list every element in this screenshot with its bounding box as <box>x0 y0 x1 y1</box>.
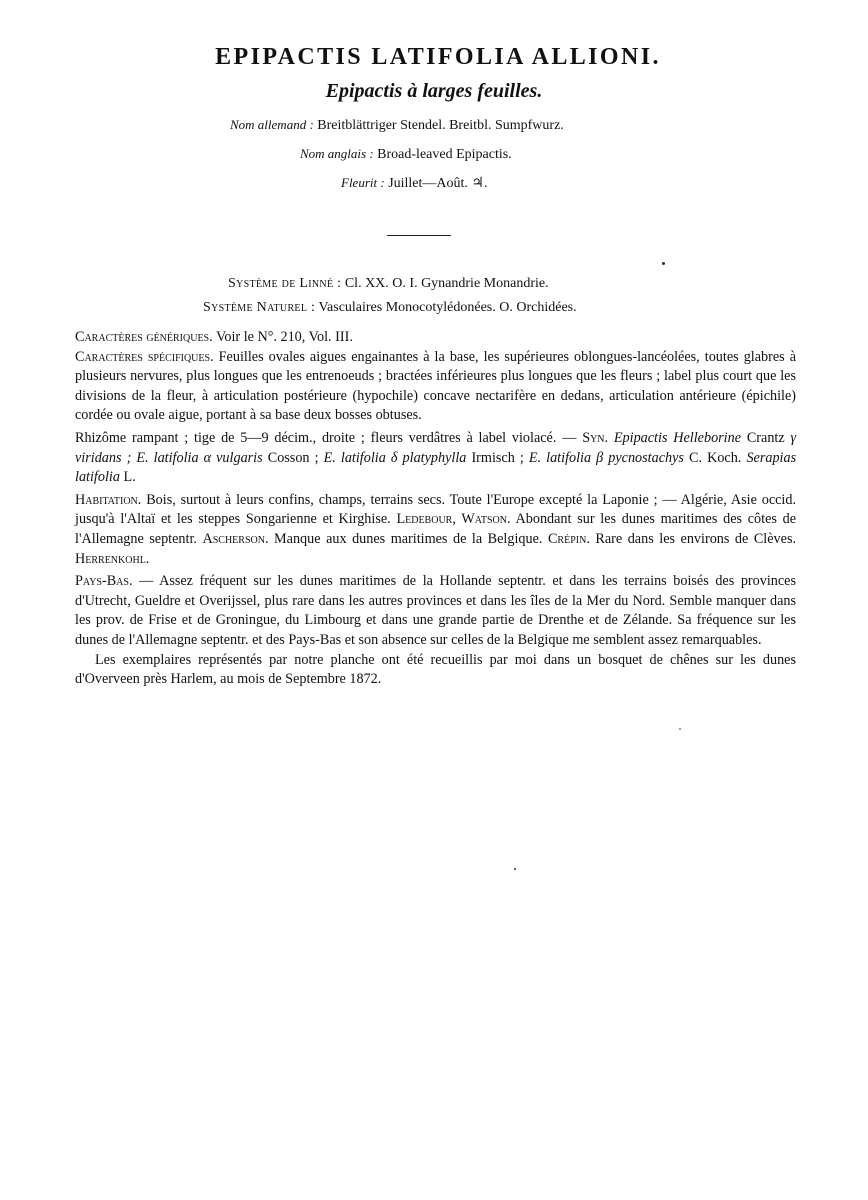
habitation-label: Habitation. <box>75 491 142 508</box>
naturel-value: Vasculaires Monocotylédonées. O. Orchidées. <box>318 300 577 315</box>
synonym-9: Serapias latifolia <box>75 449 797 486</box>
synonym-8: C. Koch. <box>689 449 742 466</box>
generic-characters-label: Caractères génériques. <box>75 329 213 345</box>
synonym-2: Crantz <box>746 429 785 446</box>
rhizome-synonyms-paragraph <box>75 429 796 488</box>
habitation-author-1: Ledebour, Watson. <box>396 511 511 528</box>
separator-rule <box>387 235 451 236</box>
page-subtitle: Epipactis à larges feuilles. <box>325 80 543 102</box>
ink-speck <box>514 868 516 870</box>
synonym-6: Irmisch ; <box>471 449 524 466</box>
specimens-paragraph <box>75 651 796 690</box>
linne-value: Cl. XX. O. I. Gynandrie Monandrie. <box>344 276 549 291</box>
habitation-text-2: Abondant sur les dunes maritimes des côtes de l'Allemagne septentr. <box>75 511 797 547</box>
rhizome-text: Rhizôme rampant ; tige de 5—9 décim., droite ; fleurs verdâtres à label violacé. — <box>75 429 577 446</box>
english-name-value: Broad-leaved Epipactis. <box>377 147 512 162</box>
specific-characters-label: Caractères spécifiques. <box>75 348 214 365</box>
german-name-value: Breitblättriger Stendel. Breitbl. Sumpfwurz. <box>317 118 564 133</box>
generic-characters-text: Voir le N°. 210, Vol. III. <box>215 329 353 345</box>
pays-bas-text: — Assez fréquent sur les dunes maritimes de la Hollande septentr. et dans les terrains boisés des provinces d'Utrecht, Gueldre et Overijssel, plus rare dans les autres provinces et dans les îles de la Mer du Nord. Semble manquer dans les prov. de Frise et de Groningue, du Limbourg et dans une grande partie de Drenthe et de Zélande. Sa fréquence sur les dunes de l'Allemagne septentr. et des Pays-Bas et son absence sur celles de la Belgique me semblent assez remarquables. <box>75 573 796 648</box>
english-name-label: Nom anglais : <box>300 146 374 161</box>
flowering-value: Juillet—Août. ♃. <box>388 176 488 191</box>
description-body <box>75 328 796 693</box>
habitation-author-3: Crépin. <box>547 530 590 547</box>
ink-speck <box>679 728 681 730</box>
linne-label: Système de Linné : <box>228 276 342 291</box>
pays-bas-label: Pays-Bas. <box>75 573 133 590</box>
habitation-paragraph <box>75 491 796 569</box>
english-name-line <box>300 146 512 163</box>
specific-characters-paragraph <box>75 348 796 426</box>
linne-system-line <box>228 276 549 292</box>
habitation-text-4: Rare dans les environs de Clèves. <box>595 530 797 547</box>
pays-bas-paragraph <box>75 572 796 650</box>
habitation-author-4: Herrenkohl. <box>75 550 150 567</box>
synonyms-label: Syn. <box>582 429 609 446</box>
natural-system-line <box>203 300 577 316</box>
generic-characters-paragraph <box>75 328 796 348</box>
flowering-label: Fleurit : <box>341 175 385 190</box>
german-name-line <box>230 117 564 134</box>
synonym-1: Epipactis Helleborine <box>613 429 742 446</box>
specific-characters-text: Feuilles ovales aigues engainantes à la base, les supérieures oblongues-lancéolées, toutes glabres à plusieurs nervures, plus longues que les entrenoeuds ; bractées inférieures plus longues que les fleurs ; label plus court que les divisions de la fleur, à articulation postérieure (hypochile) concave nectarifère en dedans, articulation antérieure (épichile) cordée ou ovale aigue, portant à sa base deux bosses obtuses. <box>75 348 796 424</box>
synonym-7: E. latifolia β pycnostachys <box>528 449 684 466</box>
flowering-line <box>341 175 487 192</box>
page-title: EPIPACTIS LATIFOLIA ALLIONI. <box>215 44 661 70</box>
habitation-text-3: Manque aux dunes maritimes de la Belgique. <box>274 530 543 547</box>
habitation-author-2: Ascherson. <box>202 530 269 547</box>
german-name-label: Nom allemand : <box>230 117 314 132</box>
naturel-label: Système Naturel : <box>203 300 316 315</box>
habitation-text-1: Bois, surtout à leurs confins, champs, terrains secs. Toute l'Europe excepté la Laponie ; — Algérie, Asie occid. jusqu'à l'Altaï et les steppes Songarienne et Kirghise. <box>75 491 796 528</box>
synonym-4: Cosson ; <box>267 449 319 466</box>
specimens-text: Les exemplaires représentés par notre planche ont été recueillis par moi dans un bosquet de chênes sur les dunes d'Overveen près Harlem, au mois de Septembre 1872. <box>75 651 796 688</box>
synonym-3: γ viridans ; E. latifolia α vulgaris <box>75 429 797 466</box>
synonym-10: L. <box>123 469 136 486</box>
ink-speck <box>662 262 665 265</box>
synonym-5: E. latifolia δ platyphylla <box>323 449 467 466</box>
